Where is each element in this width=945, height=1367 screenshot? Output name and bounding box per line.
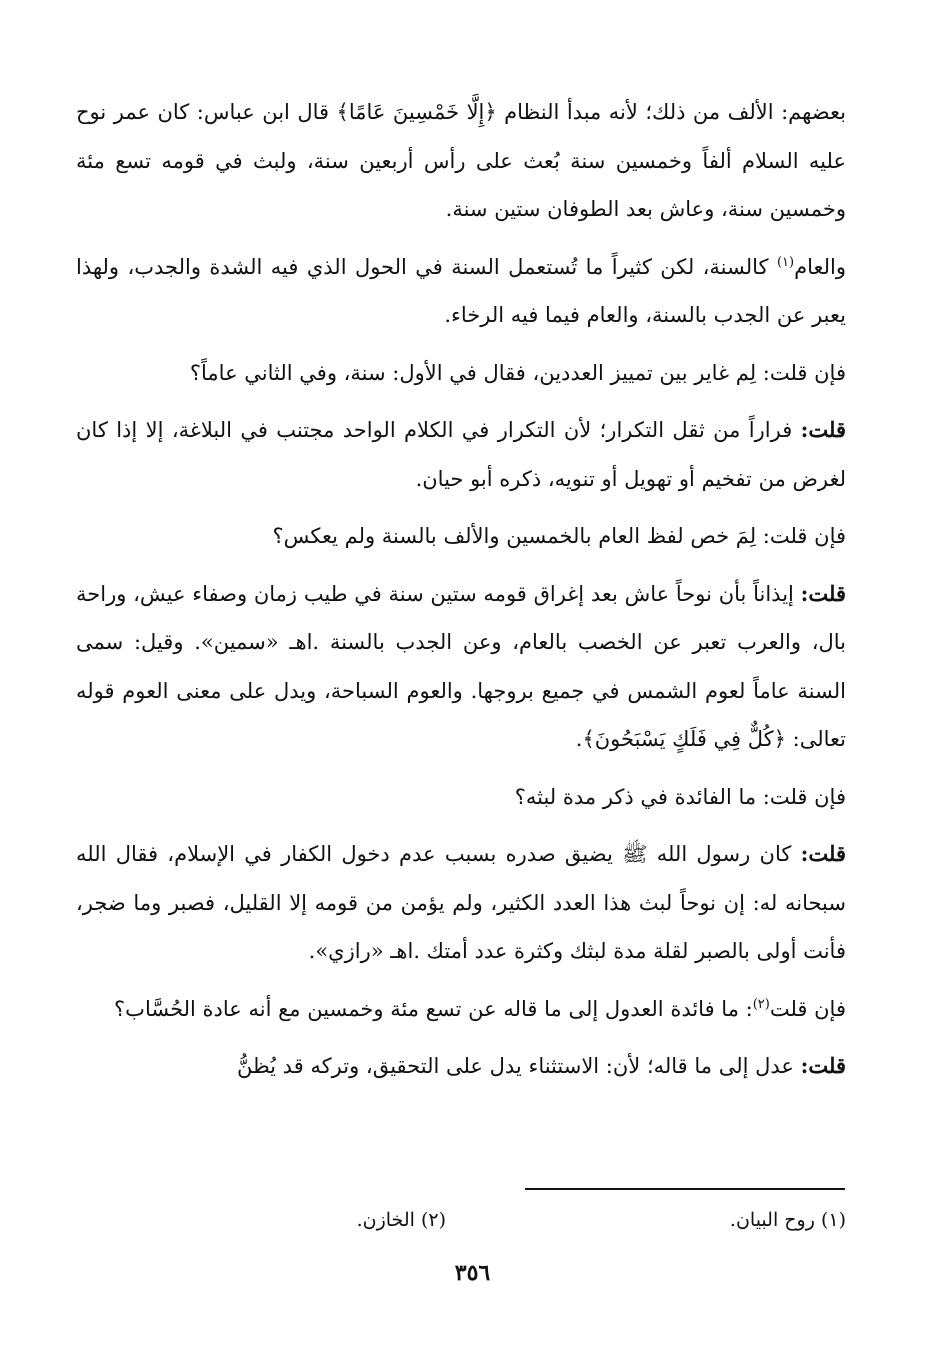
footnote-number: (٢) [420,1209,446,1231]
paragraph-text: عدل إلى ما قاله؛ لأن: الاستثناء يدل على التحقيق، وتركه قد يُظنُّ [236,1054,801,1078]
paragraph-1 [76,88,846,234]
answer-lead: قلت: [800,417,846,442]
footnote-ref-1: (١) [776,254,795,270]
paragraph-5 [76,512,846,561]
answer-lead: قلت: [800,580,846,606]
footnote-text: روح البيان. [729,1209,815,1231]
footnote-ref-2: (٢) [752,996,770,1012]
paragraph-text: فراراً من ثقل التكرار؛ لأن التكرار في الكلام الواحد مجتنب في البلاغة، إلا إذا كان لغرض من تفخيم أو تهويل أو تنويه، ذكره أبو حيان. [76,418,846,491]
paragraph-text: فإن قلت: لِمَ خص لفظ العام بالخمسين والألف بالسنة ولم يعكس؟ [272,524,846,548]
paragraph-text: كان رسول الله ﷺ يضيق صدره بسبب عدم دخول الكفار في الإسلام، فقال الله سبحانه له: إن نوحاً لبث هذا العدد الكثير، ولم يؤمن من قومه إلا القليل، فصبر وما ضجر، فأنت أولى بالصبر لقلة مدة لبثك وكثرة عدد أمتك .اهـ «رازي». [76,842,846,963]
footnote-number: (١) [820,1209,846,1231]
paragraph-text: فإن قلت: لِم غاير بين تمييز العددين، فقال في الأول: سنة، وفي الثاني عاماً؟ [189,360,846,385]
paragraph-9 [76,985,846,1034]
paragraph-text: بعضهم: الألف من ذلك؛ لأنه مبدأ النظام ﴿إِلَّا خَمْسِينَ عَامًا﴾ قال ابن عباس: كان عمر نوح عليه السلام ألفاً وخمسين سنة بُعث على رأس أربعين سنة، ولبث في قومه تسع مئة وخمسين سنة، وعاش بعد الطوفان ستين سنة. [76,100,846,221]
footnote-text: الخازن. [356,1209,415,1231]
answer-lead: قلت: [800,841,846,866]
paragraph-text: إيذاناً بأن نوحاً عاش بعد إغراق قومه ستين سنة في طيب زمان وصفاء عيش، وراحة بال، والعرب تعبر عن الخصب بالعام، وعن الجدب بالسنة .اهـ «سمين». وقيل: سمى السنة عاماً لعوم الشمس في جميع بروجها. والعوم السباحة، ويدل على معنى العوم قوله تعالى: ﴿كُلٌّ فِي فَلَكٍ يَسْبَحُونَ﴾. [76,581,846,751]
answer-lead: قلت: [800,1053,846,1078]
paragraph-text: : ما فائدة العدول إلى ما قاله عن تسع مئة وخمسين مع أنه عادة الحُسَّاب؟ [114,996,753,1021]
paragraph-text: فإن قلت: ما الفائدة في ذكر مدة لبثه؟ [514,784,846,809]
main-text [76,88,846,1100]
paragraph-8 [76,830,846,976]
footnote-1 [730,1205,846,1235]
paragraph-4 [76,406,846,503]
paragraph-text-before: والعام [794,254,846,279]
footnote-2 [357,1205,446,1235]
paragraph-text: كالسنة، لكن كثيراً ما تُستعمل السنة في الحول الذي فيه الشدة والجدب، ولهذا يعبر عن الجدب بالسنة، والعام فيما فيه الرخاء. [76,254,846,327]
paragraph-6 [76,570,846,764]
paragraph-7 [76,773,846,822]
footnote-separator [525,1188,845,1190]
paragraph-3 [76,349,846,398]
paragraph-10 [76,1042,846,1091]
paragraph-text-before: فإن قلت [769,996,846,1021]
page-number: ٣٥٦ [454,1260,491,1286]
paragraph-2 [76,243,846,340]
